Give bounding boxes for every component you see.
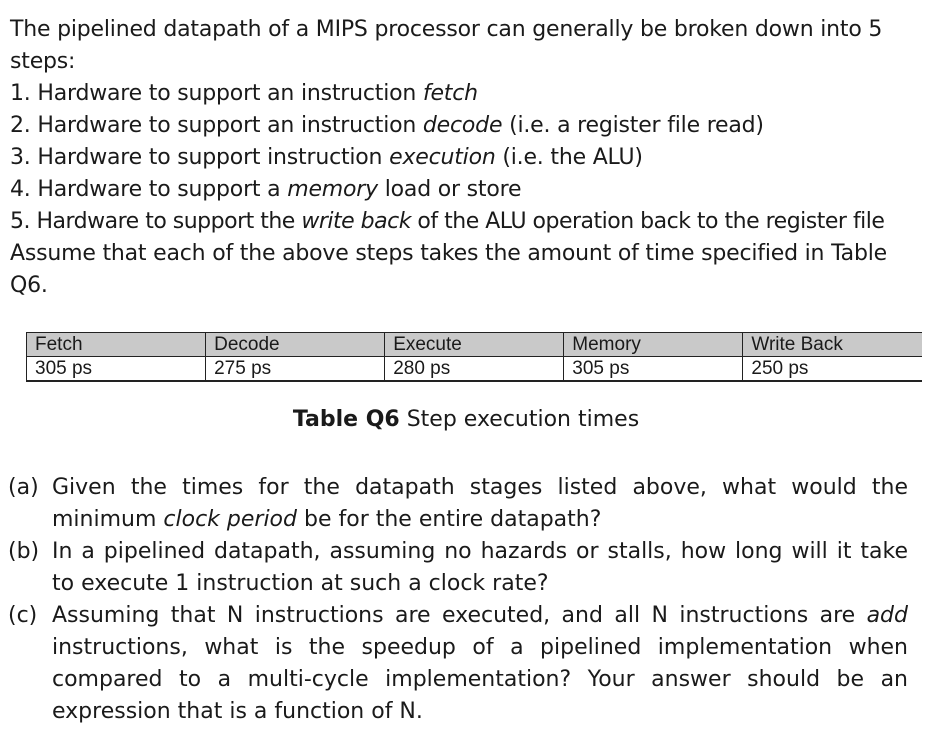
table-header-cell: Execute xyxy=(385,333,564,357)
question-text: In a pipelined datapath, assuming no hazards or stalls, how long will it take to execute 1 instruction at such a clock rate? xyxy=(52,539,908,596)
table-cell: 250 ps xyxy=(743,357,922,382)
step-item-decode: 2. Hardware to support an instruction decode (i.e. a register file read) xyxy=(10,113,764,138)
step-emphasis: memory xyxy=(287,177,378,202)
questions-section xyxy=(8,472,908,728)
step-times-table-container xyxy=(26,332,922,382)
intro-paragraph: The pipelined datapath of a MIPS processor can generally be broken down into 5 steps: xyxy=(10,17,883,74)
question-label: (c) xyxy=(8,603,38,628)
question-label: (a) xyxy=(8,475,39,500)
intro-section xyxy=(10,14,915,302)
table-header-row xyxy=(27,333,923,357)
step-item-memory: 4. Hardware to support a memory load or store xyxy=(10,177,522,202)
question-c xyxy=(8,600,908,728)
assumption-paragraph: Assume that each of the above steps takes the amount of time specified in Table Q6. xyxy=(10,241,887,298)
step-item-execution: 3. Hardware to support instruction execution (i.e. the ALU) xyxy=(10,145,643,170)
table-cell: 305 ps xyxy=(564,357,743,382)
caption-text: Step execution times xyxy=(399,407,640,432)
step-emphasis: decode xyxy=(422,113,503,138)
table-header-cell: Decode xyxy=(206,333,385,357)
question-label: (b) xyxy=(8,539,40,564)
question-b xyxy=(8,536,908,600)
table-row xyxy=(27,357,923,382)
table-cell: 275 ps xyxy=(206,357,385,382)
table-header-cell: Memory xyxy=(564,333,743,357)
question-text: Assuming that N instructions are executed, and all N instructions are add instructions, what is the speedup of a pipelined implementation when compared to a multi-cycle implementation? Your answer should be an expression that is a function of N. xyxy=(52,603,908,724)
table-cell: 305 ps xyxy=(27,357,206,382)
step-item-write-back: 5. Hardware to support the write back of the ALU operation back to the register file xyxy=(10,209,885,234)
caption-label: Table Q6 xyxy=(292,407,400,432)
question-text: Given the times for the datapath stages listed above, what would the minimum clock period be for the entire datapath? xyxy=(52,475,908,532)
question-a xyxy=(8,472,908,536)
step-emphasis: write back xyxy=(301,209,411,234)
step-emphasis: execution xyxy=(389,145,496,170)
step-emphasis: fetch xyxy=(422,81,478,106)
step-times-table xyxy=(26,332,922,382)
table-cell: 280 ps xyxy=(385,357,564,382)
table-caption xyxy=(0,405,932,435)
step-item-fetch: 1. Hardware to support an instruction fetch xyxy=(10,81,478,106)
table-header-cell: Write Back xyxy=(743,333,922,357)
table-header-cell: Fetch xyxy=(27,333,206,357)
